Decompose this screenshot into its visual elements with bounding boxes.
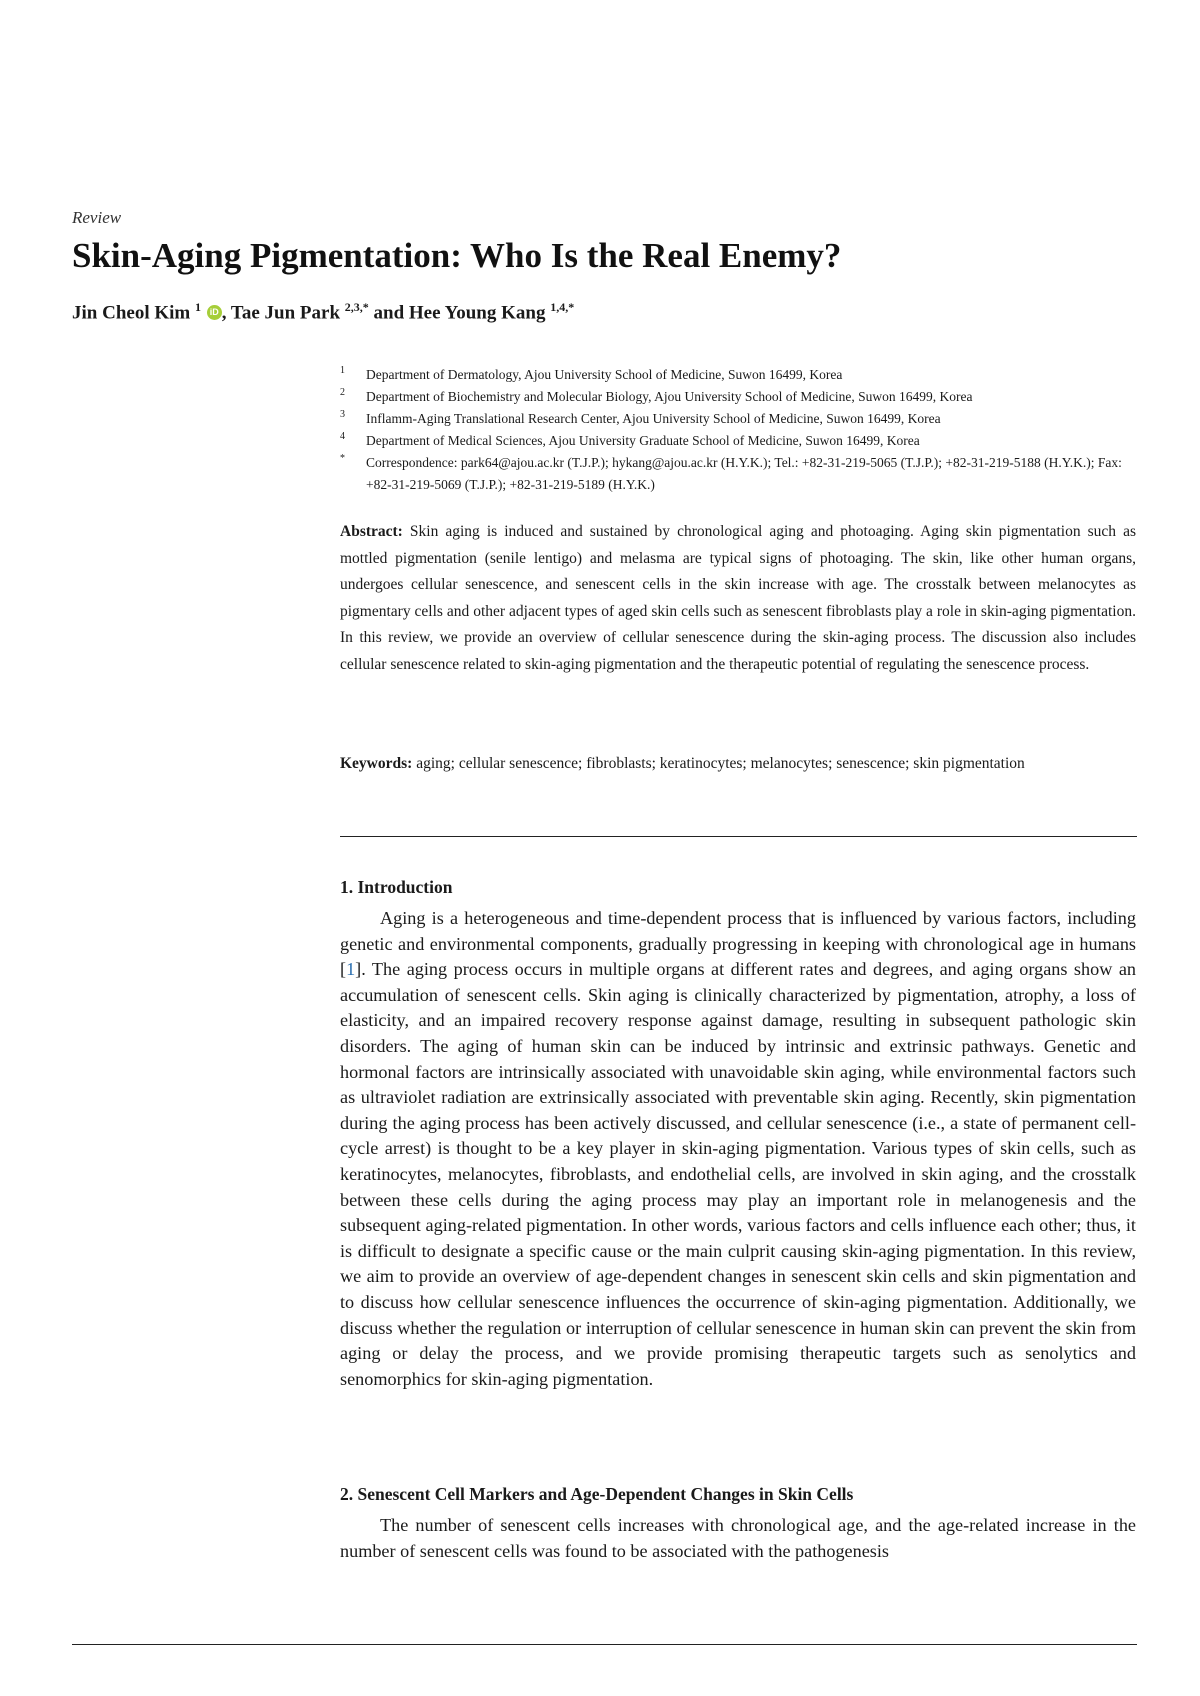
paper-title: Skin-Aging Pigmentation: Who Is the Real Enemy? (72, 236, 842, 275)
author-conjunction: and (368, 302, 409, 324)
affiliation-text: Department of Medical Sciences, Ajou University Graduate School of Medicine, Suwon 16499, Korea (366, 433, 920, 448)
header-divider (340, 836, 1137, 837)
affiliation-text: Department of Dermatology, Ajou University School of Medicine, Suwon 16499, Korea (366, 367, 843, 382)
section-heading-senescent-markers: 2. Senescent Cell Markers and Age-Dependent Changes in Skin Cells (340, 1484, 854, 1504)
author-affiliation-mark: 2,3,* (344, 300, 369, 314)
keywords-label: Keywords: (340, 755, 413, 772)
keywords-text: aging; cellular senescence; fibroblasts; keratinocytes; melanocytes; senescence; skin pigmentation (412, 755, 1025, 772)
section-heading-introduction: 1. Introduction (340, 877, 453, 897)
author-affiliation-mark: 1 (194, 300, 201, 314)
affiliation-text: Inflamm-Aging Translational Research Center, Ajou University School of Medicine, Suwon 16499, Korea (366, 411, 941, 426)
affiliation-text: Department of Biochemistry and Molecular Biology, Ajou University School of Medicine, Suwon 16499, Korea (366, 389, 973, 404)
footer-divider (72, 1644, 1137, 1645)
affiliation-item (340, 430, 1140, 452)
author-name: Jin Cheol Kim (72, 302, 191, 324)
author-separator: , (221, 302, 231, 324)
author-name: Hee Young Kang (408, 302, 546, 324)
author-name: Tae Jun Park (230, 302, 341, 324)
abstract-text: Skin aging is induced and sustained by chronological aging and photoaging. Aging skin pigmentation such as mottled pigmentation (senile lentigo) and melasma are typical signs of photoaging. The skin, like other human organs, undergoes cellular senescence, and senescent cells in the skin increase with age. The crosstalk between melanocytes as pigmentary cells and other adjacent types of aged skin cells such as senescent fibroblasts play a role in skin-aging pigmentation. In this review, we provide an overview of cellular senescence during the skin-aging process. The discussion also includes cellular senescence related to skin-aging pigmentation and the therapeutic potential of regulating the senescence process. (340, 523, 1136, 673)
paragraph-text: ]. The aging process occurs in multiple organs at different rates and degrees, and aging organs show an accumulation of senescent cells. Skin aging is clinically characterized by pigmentation, atrophy, a loss of elasticity, and an impaired recovery response against damage, resulting in subsequent pathologic skin disorders. The aging of human skin can be induced by intrinsic and extrinsic pathways. Genetic and hormonal factors are intrinsically associated with unavoidable skin aging, while environmental factors such as ultraviolet radiation are extrinsically associated with preventable skin aging. Recently, skin pigmentation during the aging process has been actively discussed, and cellular senescence (i.e., a state of permanent cell-cycle arrest) is thought to be a key player in skin-aging pigmentation. Various types of skin cells, such as keratinocytes, melanocytes, fibroblasts, and endothelial cells, are involved in skin aging, and the crosstalk between these cells during the aging process may play an important role in melanogenesis and the subsequent aging-related pigmentation. In other words, various factors and cells influence each other; thus, it is difficult to designate a specific cause or the main culprit causing skin-aging pigmentation. In this review, we aim to provide an overview of age-dependent changes in senescent skin cells and skin pigmentation and to discuss how cellular senescence influences the occurrence of skin-aging pigmentation. Additionally, we discuss whether the regulation or interruption of cellular senescence in human skin can prevent the skin from aging or delay the process, and we provide promising therapeutic targets such as senolytics and senomorphics for skin-aging pigmentation. (340, 959, 1136, 1389)
abstract-label: Abstract: (340, 523, 403, 540)
author-list (72, 300, 574, 324)
author-affiliation-mark: 1,4,* (550, 300, 575, 314)
affiliation-number: 4 (340, 431, 345, 442)
affiliation-number: 3 (340, 409, 345, 420)
abstract (340, 519, 1136, 678)
affiliation-number: 1 (340, 365, 345, 376)
introduction-paragraph (340, 906, 1136, 1392)
correspondence-item (340, 452, 1140, 496)
affiliation-number: 2 (340, 387, 345, 398)
keywords (340, 751, 1136, 778)
affiliation-item (340, 408, 1140, 430)
affiliation-item (340, 386, 1140, 408)
orcid-icon[interactable]: iD (207, 305, 222, 320)
section2-paragraph: The number of senescent cells increases with chronological age, and the age-related increase in the number of senescent cells was found to be associated with the pathogenesis (340, 1515, 1136, 1561)
correspondence-text: Correspondence: park64@ajou.ac.kr (T.J.P.); hykang@ajou.ac.kr (H.Y.K.); Tel.: +82-31-219-5065 (T.J.P.); +82-31-219-5188 (H.Y.K.); Fax: +82-31-219-5069 (T.J.P.); +82-31-219-5189 (H.Y.K.) (366, 455, 1122, 492)
citation-link[interactable]: 1 (346, 959, 356, 980)
article-type: Review (72, 208, 122, 227)
affiliation-list (340, 364, 1140, 496)
correspondence-mark: * (340, 453, 345, 464)
paragraph-text: Aging is a heterogeneous and time-dependent process that is influenced by various factors, including genetic and environmental components, gradually progressing in keeping with chronological age in humans [ (340, 908, 1136, 980)
affiliation-item (340, 364, 1140, 386)
